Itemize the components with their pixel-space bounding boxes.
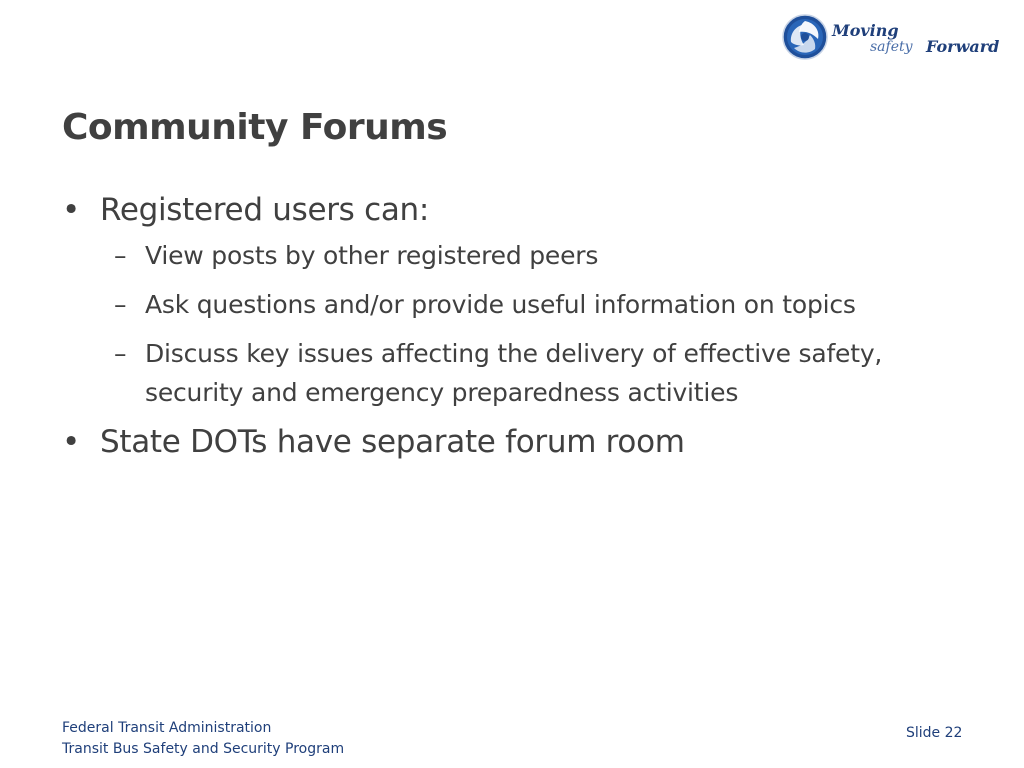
bullet-registered-users bbox=[62, 186, 972, 234]
sub-bullet-text: Ask questions and/or provide useful information on topics bbox=[145, 290, 856, 319]
sub-bullet-ask-questions bbox=[62, 285, 972, 324]
bullet-icon: • bbox=[62, 192, 80, 228]
sub-bullet-text: Discuss key issues affecting the delivery of effective safety, security and emergency preparedness activities bbox=[145, 339, 883, 407]
sub-bullet-list bbox=[62, 236, 972, 412]
dot-logo bbox=[782, 14, 1000, 62]
sub-bullet-view-posts bbox=[62, 236, 972, 275]
footer-org bbox=[62, 718, 344, 760]
bullet-icon: • bbox=[62, 424, 80, 460]
dot-triskelion-icon bbox=[782, 14, 828, 60]
slide-body bbox=[62, 186, 972, 466]
footer-program-name: Transit Bus Safety and Security Program bbox=[62, 741, 345, 757]
slide-title: Community Forums bbox=[62, 107, 448, 148]
bullet-text: State DOTs have separate forum room bbox=[100, 424, 685, 460]
bullet-text: Registered users can: bbox=[100, 192, 430, 228]
logo-forward-text: Forward bbox=[926, 37, 1000, 56]
logo-safety-text: safety bbox=[870, 39, 913, 55]
slide-number: Slide 22 bbox=[906, 725, 963, 741]
logo-wordmark bbox=[832, 21, 1000, 58]
dash-icon: – bbox=[114, 290, 127, 319]
footer-org-name: Federal Transit Administration bbox=[62, 720, 272, 736]
dash-icon: – bbox=[114, 241, 127, 270]
logo-moving-text: Moving bbox=[832, 21, 899, 40]
dash-icon: – bbox=[114, 339, 127, 368]
sub-bullet-text: View posts by other registered peers bbox=[145, 241, 599, 270]
bullet-state-dots bbox=[62, 418, 972, 466]
sub-bullet-discuss-issues bbox=[62, 334, 972, 412]
